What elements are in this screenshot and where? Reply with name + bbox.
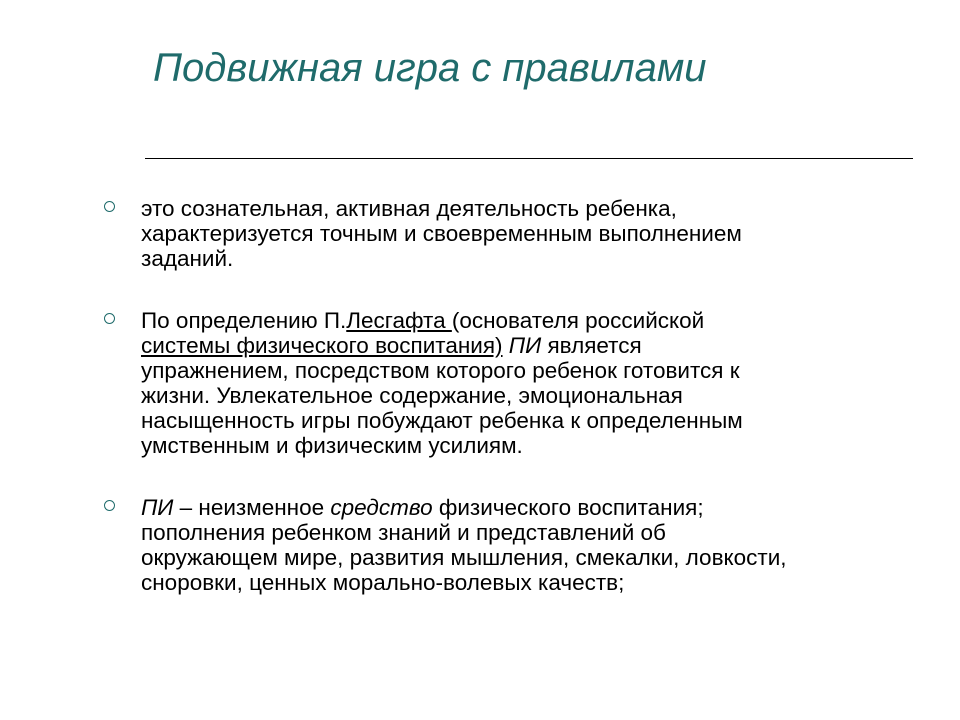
underlined-segment: системы физического воспитания) <box>141 333 503 358</box>
italic-abbreviation: ПИ <box>141 495 174 520</box>
text-segment: физического воспитания; <box>432 495 704 520</box>
bullet-circle-icon <box>104 500 115 511</box>
bullet-line: упражнением, посредством которого ребенок готовится к <box>141 358 740 383</box>
bullet-line: характеризуется точным и своевременным выполнением <box>141 221 742 246</box>
bullet-line <box>141 333 920 358</box>
lesgaft-link[interactable]: Лесгафта <box>346 308 452 333</box>
bullet-line: умственным и физическим усилиям. <box>141 433 523 458</box>
title-divider <box>145 158 913 159</box>
bullet-circle-icon <box>104 313 115 324</box>
bullet-item-lesgaft <box>0 308 960 458</box>
text-segment: является <box>541 333 642 358</box>
bullet-circle-icon <box>104 201 115 212</box>
slide-title: Подвижная игра с правилами <box>153 46 707 90</box>
bullet-item-definition <box>0 196 960 271</box>
bullet-line: заданий. <box>141 246 234 271</box>
bullet-line: окружающем мире, развития мышления, смекалки, ловкости, <box>141 545 787 570</box>
italic-word: средство <box>330 495 433 520</box>
bullet-line: жизни. Увлекательное содержание, эмоциональная <box>141 383 683 408</box>
bullet-item-means <box>0 495 960 595</box>
bullet-line <box>141 308 920 333</box>
bullet-line <box>141 495 920 520</box>
italic-abbreviation: ПИ <box>508 333 542 358</box>
bullet-line: это сознательная, активная деятельность ребенка, <box>141 196 677 221</box>
bullet-line: сноровки, ценных морально-волевых качеств; <box>141 570 625 595</box>
text-segment: По определению П. <box>141 308 347 333</box>
bullet-list <box>0 196 960 595</box>
text-segment: (основателя российской <box>451 308 705 333</box>
bullet-line: насыщенность игры побуждают ребенка к определенным <box>141 408 743 433</box>
text-segment: – неизменное <box>173 495 331 520</box>
bullet-line: пополнения ребенком знаний и представлений об <box>141 520 666 545</box>
